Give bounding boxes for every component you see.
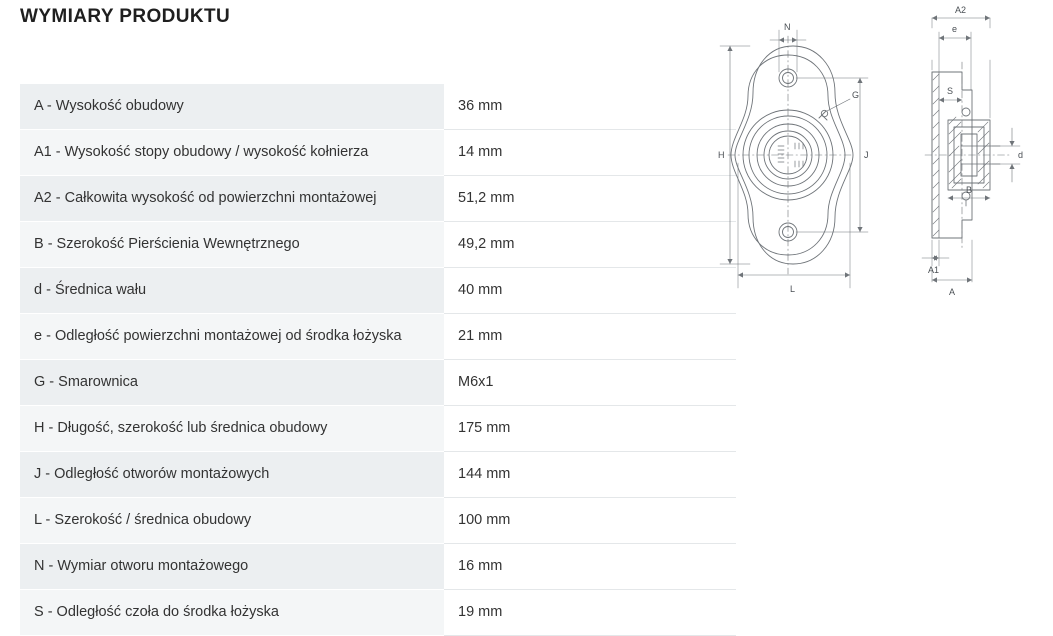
dimension-value: 49,2 mm [444,222,736,268]
dimension-value: 19 mm [444,590,736,636]
dimensions-table [20,84,736,636]
table-row [20,84,736,130]
dimension-value: 100 mm [444,498,736,544]
dimension-label: A2 - Całkowita wysokość od powierzchni montażowej [20,176,444,222]
table-row [20,590,736,636]
drawing-label-n: N [784,22,791,32]
drawing-label-g: G [852,90,860,100]
drawing-label-d: d [1018,150,1024,160]
table-row [20,268,736,314]
table-row [20,222,736,268]
drawing-label-j: J [864,150,869,160]
table-row [20,452,736,498]
drawing-label-a: A [949,287,956,297]
drawing-label-e: e [952,24,958,34]
drawing-label-a1: A1 [928,265,940,275]
dimension-value: 51,2 mm [444,176,736,222]
dimension-label: J - Odległość otworów montażowych [20,452,444,498]
drawing-label-b: B [966,185,973,195]
drawing-label-s: S [947,86,954,96]
drawing-label-a2: A2 [955,5,967,15]
bearing-drawing-svg [700,0,1045,310]
table-row [20,130,736,176]
table-row [20,498,736,544]
dimension-label: e - Odległość powierzchni montażowej od środka łożyska [20,314,444,360]
dimension-value: 21 mm [444,314,736,360]
dimension-value: 14 mm [444,130,736,176]
dimension-label: L - Szerokość / średnica obudowy [20,498,444,544]
dimension-value: 16 mm [444,544,736,590]
dimension-value: 40 mm [444,268,736,314]
drawing-label-h: H [718,150,725,160]
dimension-value: 144 mm [444,452,736,498]
dimension-label: N - Wymiar otworu montażowego [20,544,444,590]
dimension-label: S - Odległość czoła do środka łożyska [20,590,444,636]
technical-drawing [700,0,1045,310]
page-title: WYMIARY PRODUKTU [20,6,231,27]
dimension-value: 175 mm [444,406,736,452]
table-row [20,544,736,590]
drawing-label-l: L [790,284,796,294]
table-row [20,314,736,360]
dimension-label: A1 - Wysokość stopy obudowy / wysokość kołnierza [20,130,444,176]
dimension-value: M6x1 [444,360,736,406]
dimension-label: B - Szerokość Pierścienia Wewnętrznego [20,222,444,268]
table-row [20,360,736,406]
table-row [20,406,736,452]
dimension-value: 36 mm [444,84,736,130]
dimensions-table-body [20,84,736,636]
dimension-label: G - Smarownica [20,360,444,406]
dimension-label: H - Długość, szerokość lub średnica obudowy [20,406,444,452]
table-row [20,176,736,222]
dimension-label: A - Wysokość obudowy [20,84,444,130]
dimension-label: d - Średnica wału [20,268,444,314]
